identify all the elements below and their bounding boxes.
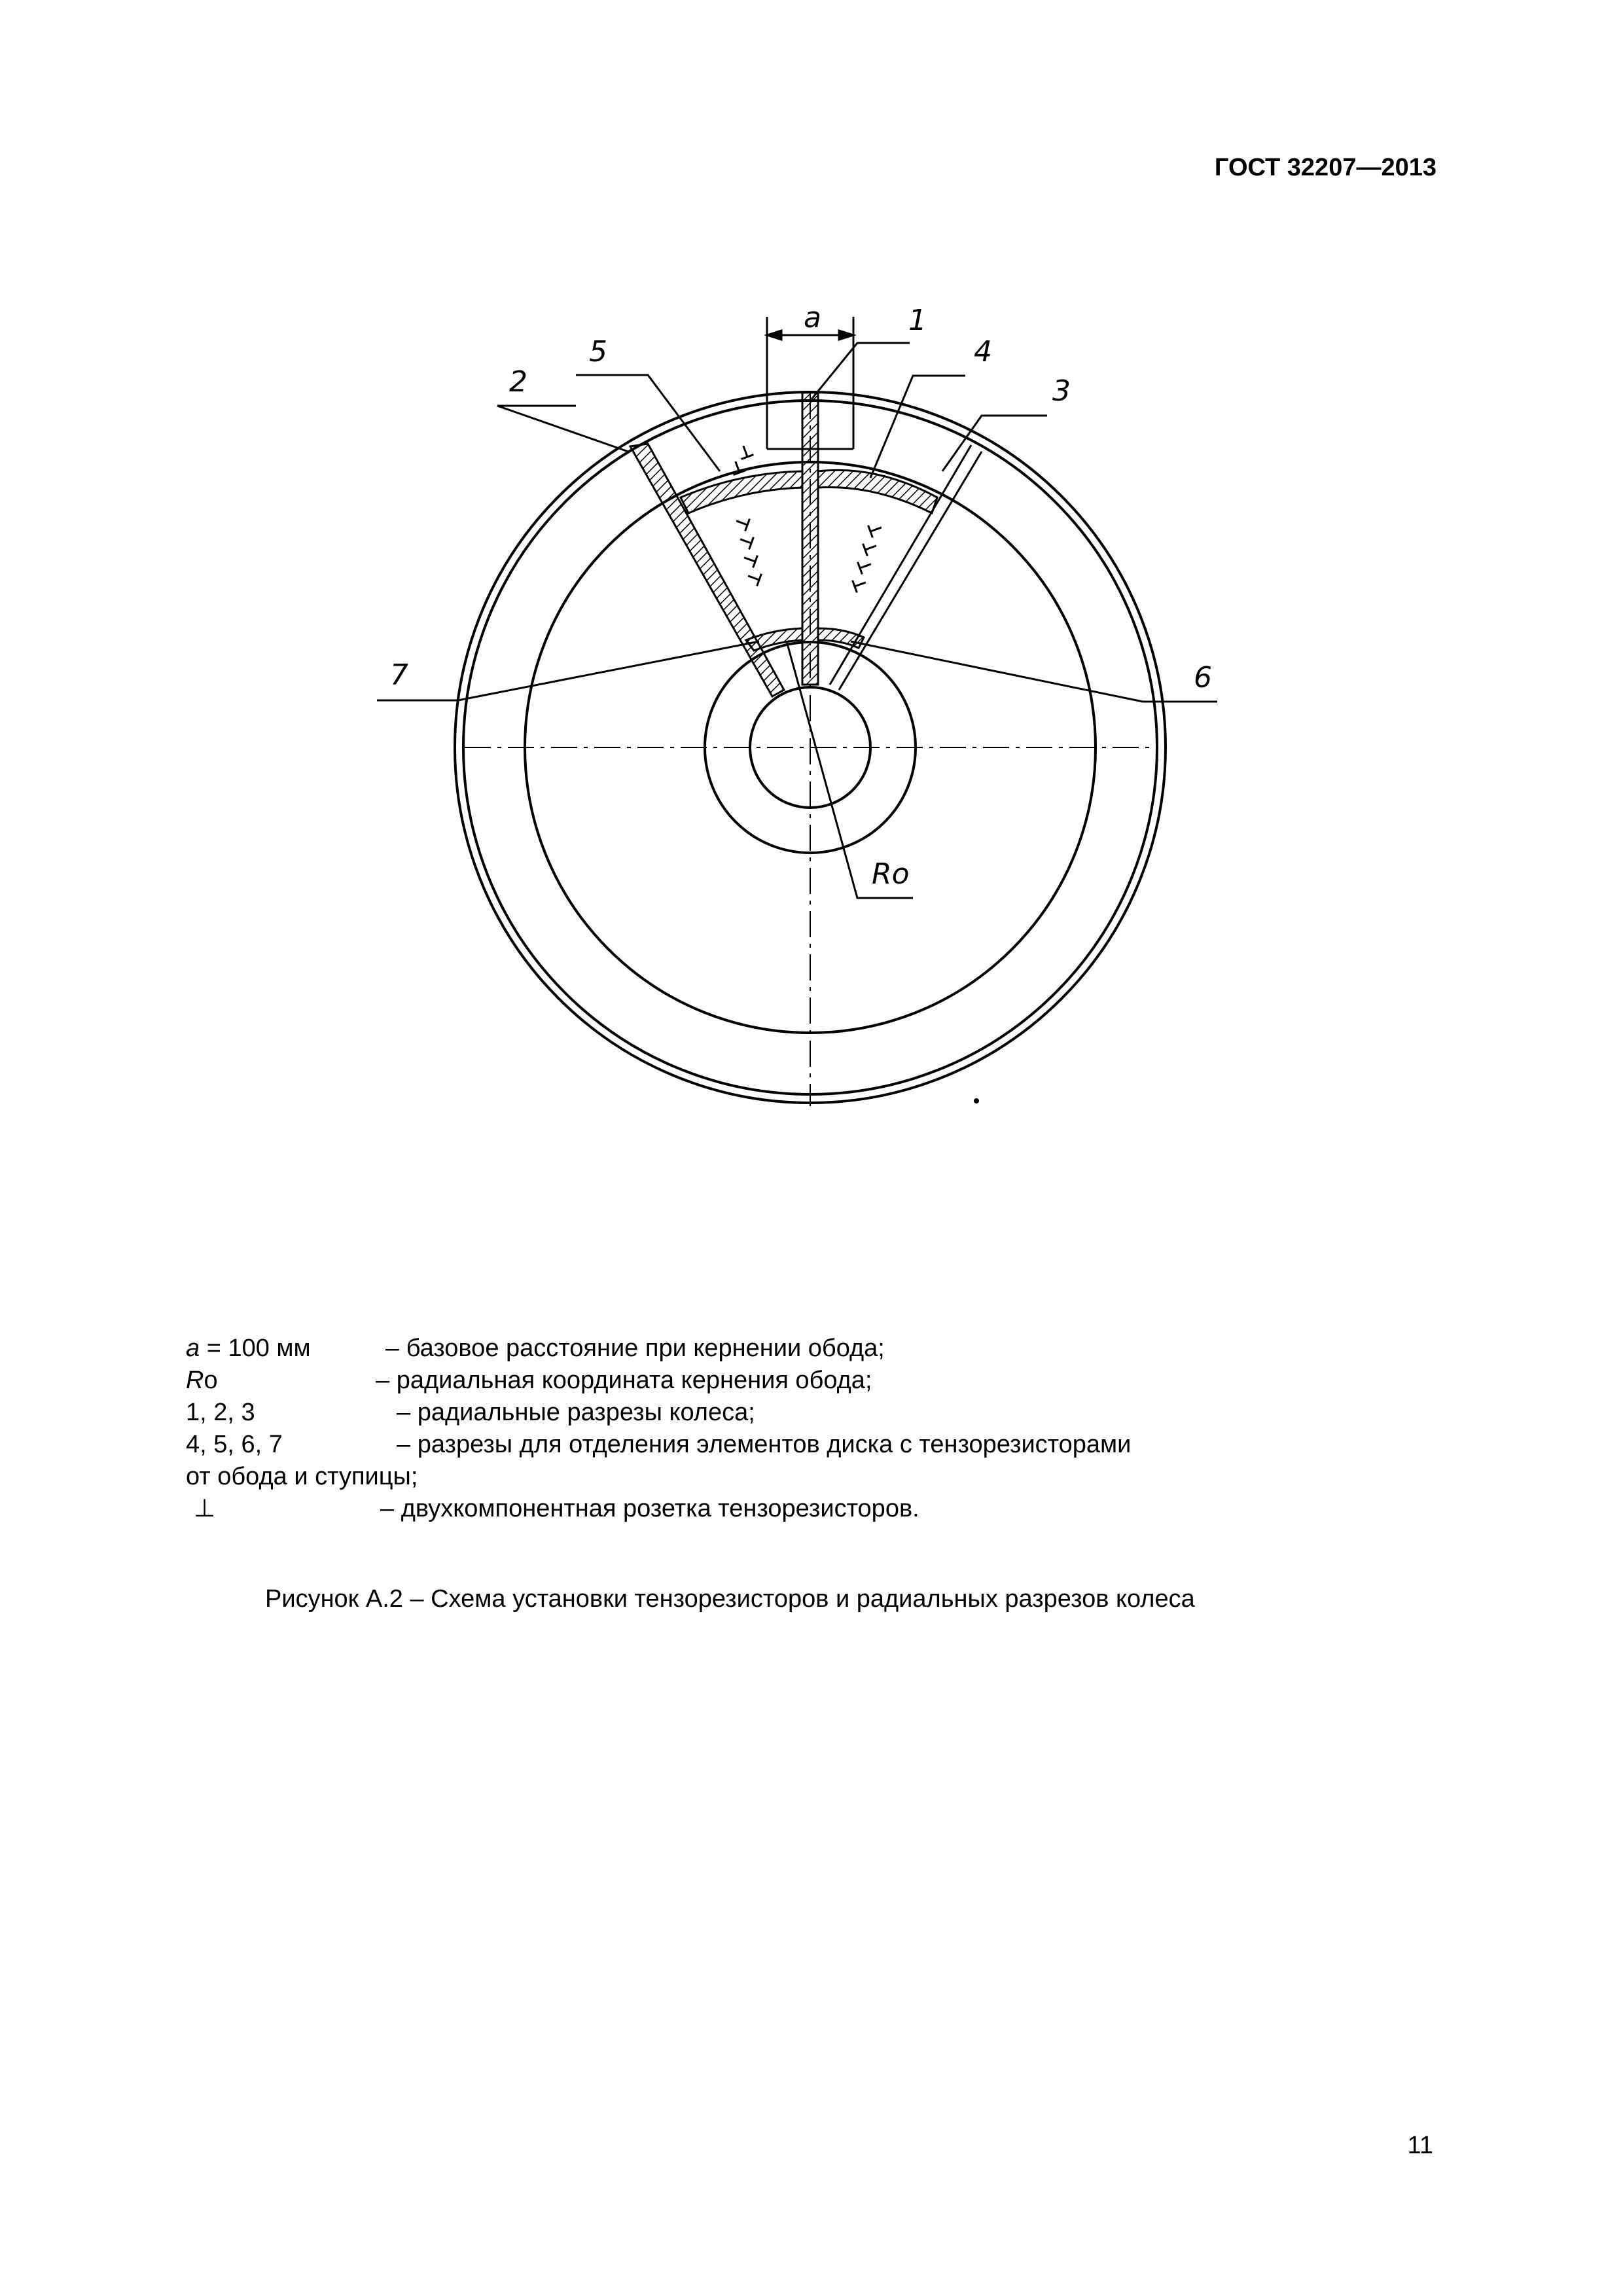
legend-row [186,1365,872,1397]
legend-description: – радиальные разрезы колеса; [397,1399,755,1426]
legend-description: – базовое расстояние при кернении обода; [385,1335,885,1362]
dim-a-label: a [804,301,821,334]
legend-symbol: Ro [186,1367,218,1394]
legend-symbol: 4, 5, 6, 7 [186,1431,283,1458]
legend-row [186,1397,755,1429]
document-code: ГОСТ 32207—2013 [1214,154,1436,181]
legend-row [186,1333,885,1365]
cut-6-label: 6 [1194,661,1212,694]
cut-7-label: 7 [390,658,408,692]
rim-cut-5 [681,471,802,513]
legend-description: – радиальная координата кернения обода; [376,1367,872,1394]
page-number: 11 [1407,2132,1433,2159]
legend [186,1333,1132,1525]
legend-continuation: от обода и ступицы; [186,1463,418,1490]
cut-2-label: 2 [509,365,527,399]
legend-row [186,1429,1132,1461]
rim-cut-4 [818,470,937,513]
legend-symbol: a = 100 мм [186,1335,311,1362]
cut-5-label: 5 [589,335,607,368]
radial-cut-1 [802,393,818,685]
hub-cut-6 [818,628,864,648]
legend-symbol: 1, 2, 3 [186,1399,255,1426]
cut-3-label: 3 [1052,374,1071,408]
legend-description: – разрезы для отделения элементов диска с тензорезисторами [397,1431,1132,1458]
legend-symbol: ⊥ [194,1495,216,1522]
legend-row [186,1493,919,1525]
cut-1-label: 1 [908,304,927,337]
legend-description: – двухкомпонентная розетка тензорезисторов. [380,1495,919,1522]
cut-4-label: 4 [974,335,992,368]
figure-caption: Рисунок А.2 – Схема установки тензорезисторов и радиальных разрезов колеса [265,1585,1195,1613]
radius-label: Ro [872,857,910,891]
leader-lines [377,343,1217,898]
stray-dot [974,1098,979,1103]
